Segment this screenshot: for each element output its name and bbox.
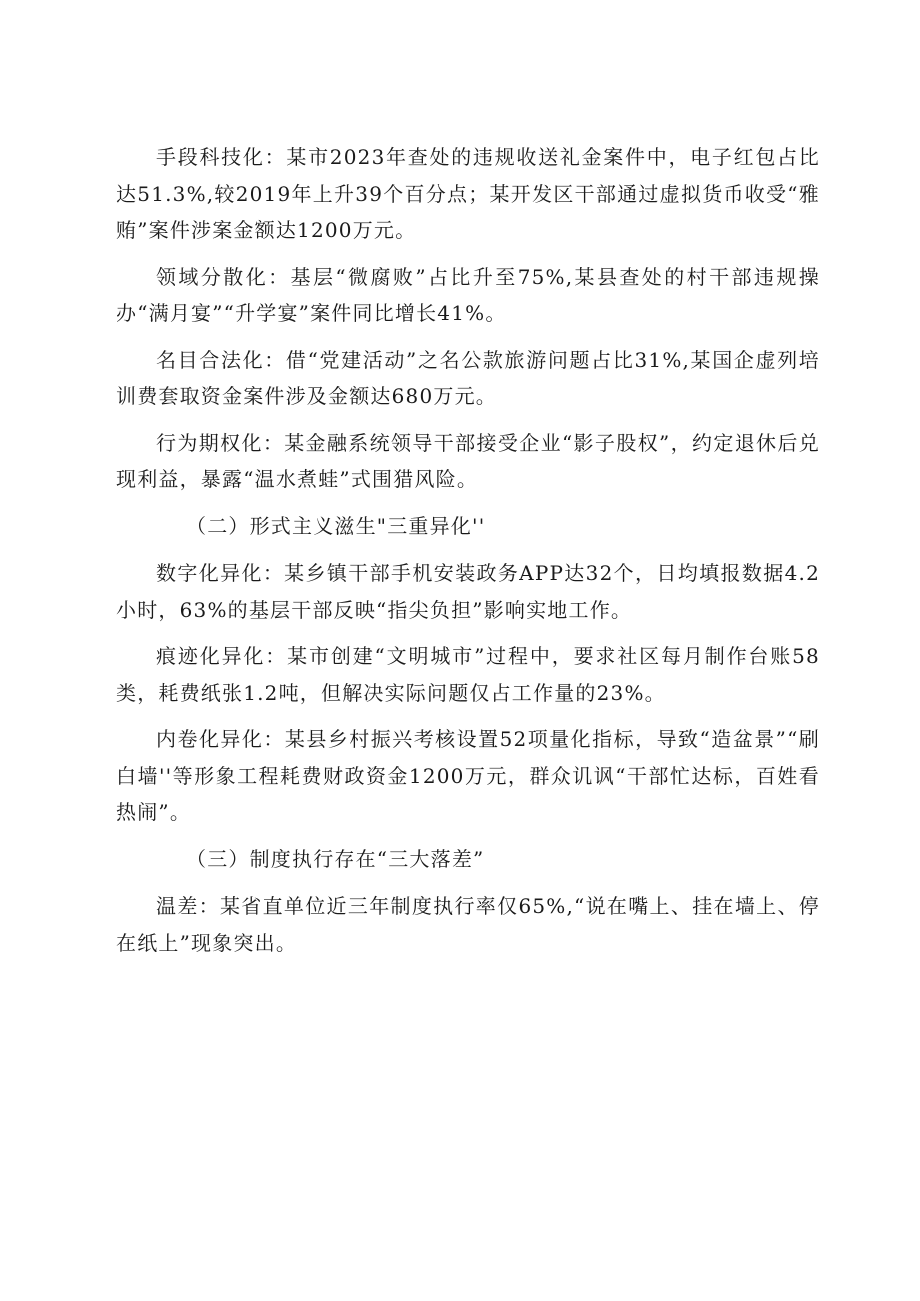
section-heading-institution-gaps: （三）制度执行存在“三大落差” (186, 846, 485, 871)
section-heading-formalism: （二）形式主义滋生"三重异化'' (186, 513, 486, 538)
paragraph-involution-alienation: 内卷化异化：某县乡村振兴考核设置52项量化指标，导致“造盆景”“刷白墙''等形象工程耗费财政资金1200万元，群众讥讽“干部忙达标，百姓看热闹”。 (116, 727, 820, 824)
paragraph-trace-alienation: 痕迹化异化：某市创建“文明城市”过程中，要求社区每月制作台账58类，耗费纸张1.2吨，但解决实际问题仅占工作量的23%。 (116, 644, 820, 705)
paragraph-tech-means: 手段科技化：某市2023年查处的违规收送礼金案件中，电子红包占比达51.3%,较2019年上升39个百分点；某开发区干部通过虚拟货币收受“雅贿”案件涉案金额达1200万元。 (116, 145, 820, 242)
document-body (116, 139, 820, 971)
paragraph-temperature-gap: 温差：某省直单位近三年制度执行率仅65%,“说在嘴上、挂在墙上、停在纸上”现象突出。 (116, 894, 820, 955)
paragraph-field-dispersion: 领域分散化：基层“微腐败”占比升至75%,某县查处的村干部违规操办“满月宴”“升学宴”案件同比增长41%。 (116, 264, 820, 325)
paragraph-option-behavior: 行为期权化：某金融系统领导干部接受企业“影子股权”，约定退休后兑现利益，暴露“温水煮蛙”式围猎风险。 (116, 430, 820, 491)
paragraph-legal-pretext: 名目合法化：借“党建活动”之名公款旅游问题占比31%,某国企虚列培训费套取资金案件涉及金额达680万元。 (116, 347, 820, 408)
paragraph-digital-alienation: 数字化异化：某乡镇干部手机安装政务APP达32个，日均填报数据4.2小时，63%的基层干部反映“指尖负担”影响实地工作。 (116, 561, 820, 622)
